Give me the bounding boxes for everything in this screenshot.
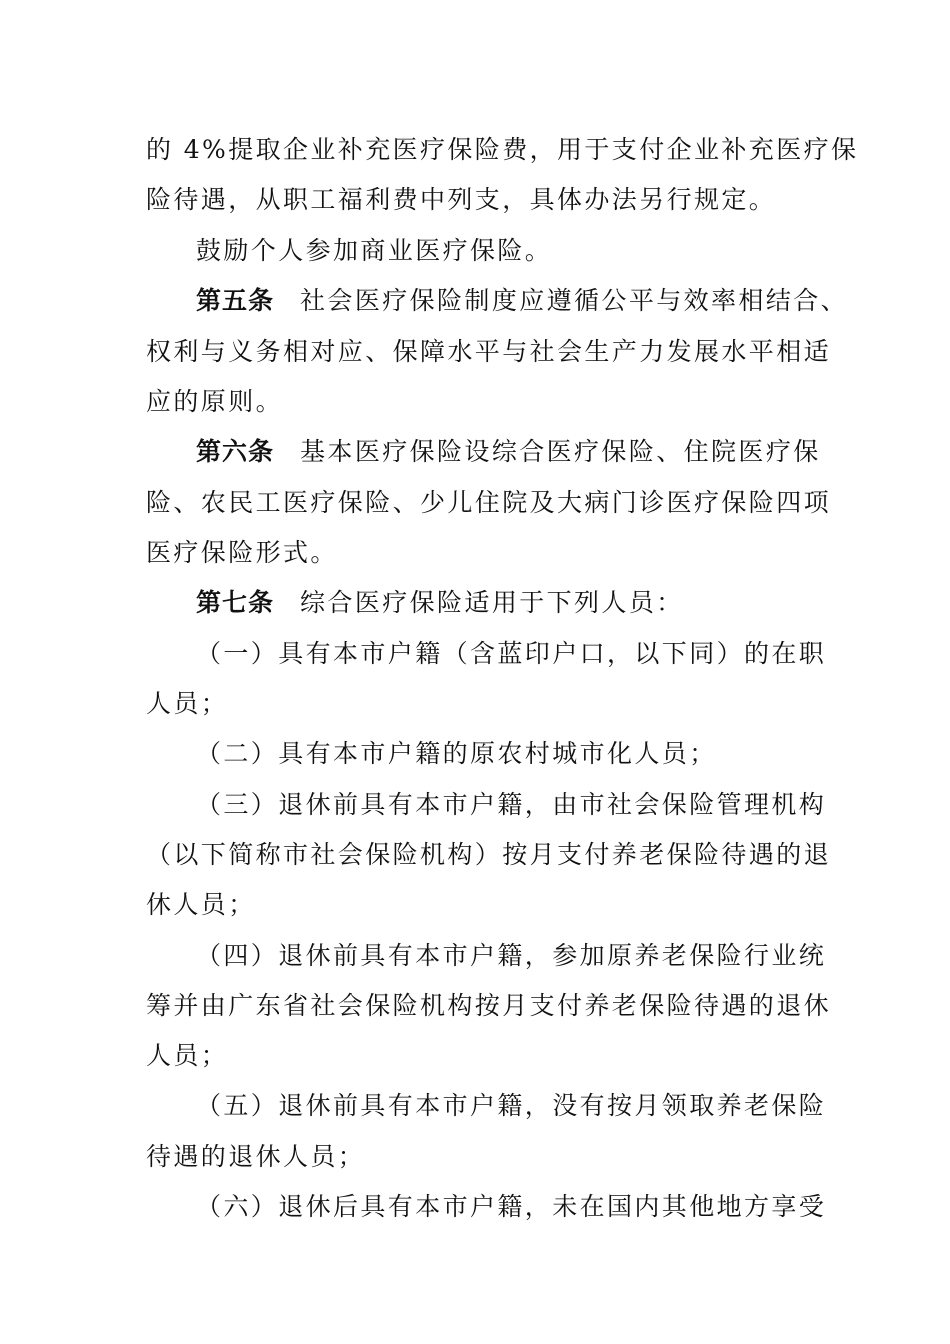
article-6-heading: 第六条 <box>196 437 275 466</box>
article-7-line <box>196 587 886 619</box>
text-line: 险待遇，从职工福利费中列支，具体办法另行规定。 <box>146 185 777 214</box>
text-line: 鼓励个人参加商业医疗保险。 <box>196 236 553 265</box>
article-5-heading: 第五条 <box>196 286 275 315</box>
text-line: （六）退休后具有本市户籍，未在国内其他地方享受 <box>196 1192 827 1221</box>
text-line: 人员； <box>146 689 229 718</box>
text-line: 的 4%提取企业补充医疗保险费，用于支付企业补充医疗保 <box>146 135 859 164</box>
article-7-heading: 第七条 <box>196 588 275 617</box>
text-line: （五）退休前具有本市户籍，没有按月领取养老保险 <box>196 1091 827 1120</box>
text-line: 应的原则。 <box>146 387 284 416</box>
article-7-text: 综合医疗保险适用于下列人员： <box>300 588 684 617</box>
text-line: （以下简称市社会保险机构）按月支付养老保险待遇的退 <box>146 840 832 869</box>
text-line: 待遇的退休人员； <box>146 1142 366 1171</box>
text-line: （四）退休前具有本市户籍，参加原养老保险行业统 <box>196 941 827 970</box>
article-6-line <box>196 436 886 468</box>
article-5-line <box>196 285 886 317</box>
text-line: 筹并由广东省社会保险机构按月支付养老保险待遇的退休 <box>146 991 832 1020</box>
text-line: （三）退休前具有本市户籍，由市社会保险管理机构 <box>196 790 827 819</box>
text-line: （一）具有本市户籍（含蓝印户口，以下同）的在职 <box>196 639 827 668</box>
text-line: （二）具有本市户籍的原农村城市化人员； <box>196 739 717 768</box>
article-6-text: 基本医疗保险设综合医疗保险、住院医疗保 <box>300 437 821 466</box>
article-5-text: 社会医疗保险制度应遵循公平与效率相结合、 <box>300 286 849 315</box>
text-line: 休人员； <box>146 890 256 919</box>
text-line: 医疗保险形式。 <box>146 538 338 567</box>
text-line: 人员； <box>146 1041 229 1070</box>
text-line: 险、农民工医疗保险、少儿住院及大病门诊医疗保险四项 <box>146 488 832 517</box>
text-line: 权利与义务相对应、保障水平与社会生产力发展水平相适 <box>146 337 832 366</box>
